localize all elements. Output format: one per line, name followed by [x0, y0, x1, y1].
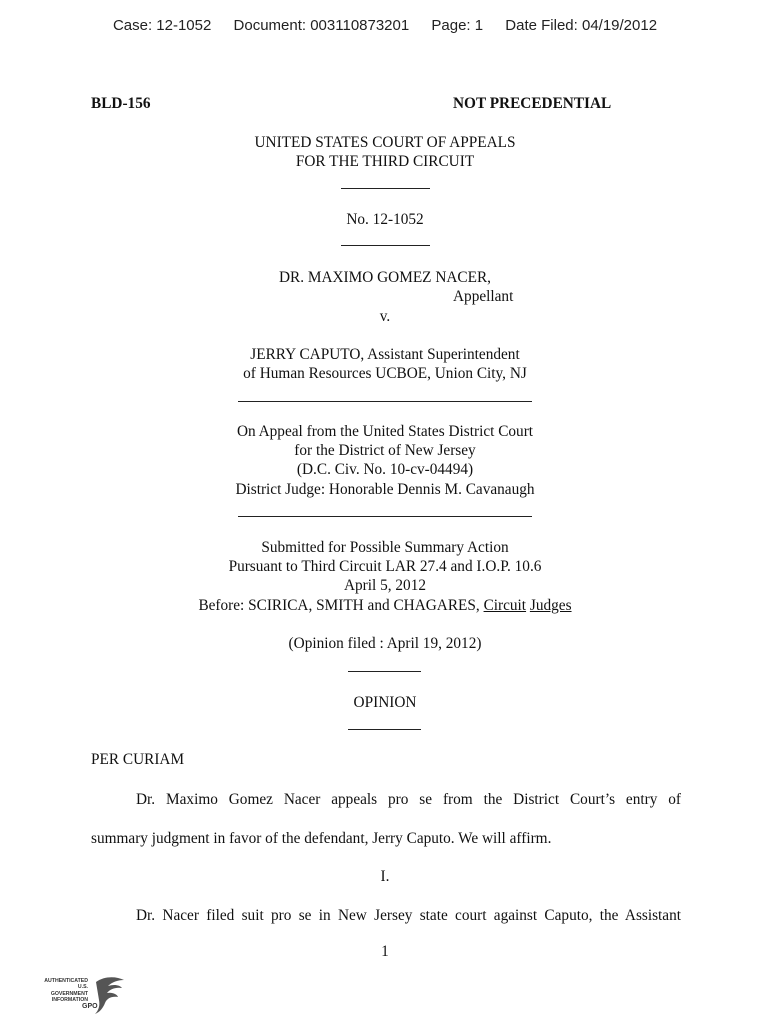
- eagle-icon: [90, 974, 130, 1018]
- appellant-name: DR. MAXIMO GOMEZ NACER,: [278, 269, 492, 286]
- panel-judges: [0, 596, 770, 615]
- submitted-line2: Pursuant to Third Circuit LAR 27.4 and I.O.P. 10.6: [228, 558, 542, 575]
- appellant-role: Appellant: [453, 288, 514, 305]
- section-heading: I.: [380, 868, 390, 885]
- date-filed: Date Filed: 04/19/2012: [505, 17, 658, 34]
- gpo-authenticated-logo: [44, 974, 130, 1018]
- panel-judges-label: Judges: [529, 597, 572, 614]
- opinion-title: OPINION: [353, 694, 417, 711]
- panel-judges-names: Before: SCIRICA, SMITH and CHAGARES,: [198, 597, 480, 614]
- page-indicator: Page: 1: [431, 17, 484, 34]
- versus: v.: [379, 308, 391, 325]
- page-number: 1: [381, 943, 389, 960]
- divider: [348, 671, 421, 672]
- filing-header: [0, 17, 770, 34]
- precedential-status: NOT PRECEDENTIAL: [453, 95, 612, 112]
- docket-number: No. 12-1052: [346, 211, 424, 228]
- court-name-line1: UNITED STATES COURT OF APPEALS: [254, 134, 516, 151]
- per-curiam: PER CURIAM: [91, 751, 185, 768]
- document-number: Document: 003110873201: [233, 17, 410, 34]
- submitted-line1: Submitted for Possible Summary Action: [261, 539, 509, 556]
- divider: [238, 401, 532, 402]
- district-judge: District Judge: Honorable Dennis M. Cavanaugh: [235, 481, 535, 498]
- court-name-line2: FOR THE THIRD CIRCUIT: [295, 153, 475, 170]
- divider: [348, 729, 421, 730]
- submitted-date: April 5, 2012: [343, 577, 426, 594]
- panel-circuit-label: Circuit: [483, 597, 527, 614]
- appellee-line1: JERRY CAPUTO, Assistant Superintendent: [250, 346, 520, 363]
- divider: [341, 245, 430, 246]
- divider: [238, 516, 532, 517]
- appeal-line1: On Appeal from the United States District Court: [236, 423, 534, 440]
- opinion-filed-date: (Opinion filed : April 19, 2012): [288, 635, 482, 652]
- case-number: Case: 12-1052: [112, 17, 212, 34]
- document-code: BLD-156: [91, 95, 151, 112]
- appeal-line2: for the District of New Jersey: [294, 442, 476, 459]
- appellee-line2: of Human Resources UCBOE, Union City, NJ: [243, 365, 527, 382]
- paragraph1-line1: Dr. Maximo Gomez Nacer appeals pro se from the District Court’s entry of: [136, 791, 681, 808]
- divider: [341, 188, 430, 189]
- paragraph1-line2: summary judgment in favor of the defendant, Jerry Caputo. We will affirm.: [91, 830, 552, 847]
- logo-text: AUTHENTICATED U.S. GOVERNMENT INFORMATION: [44, 978, 88, 1003]
- paragraph2-line1: Dr. Nacer filed suit pro se in New Jersey state court against Caputo, the Assistant: [136, 907, 681, 924]
- gpo-label: GPO: [82, 1003, 98, 1010]
- appeal-line3: (D.C. Civ. No. 10-cv-04494): [296, 461, 474, 478]
